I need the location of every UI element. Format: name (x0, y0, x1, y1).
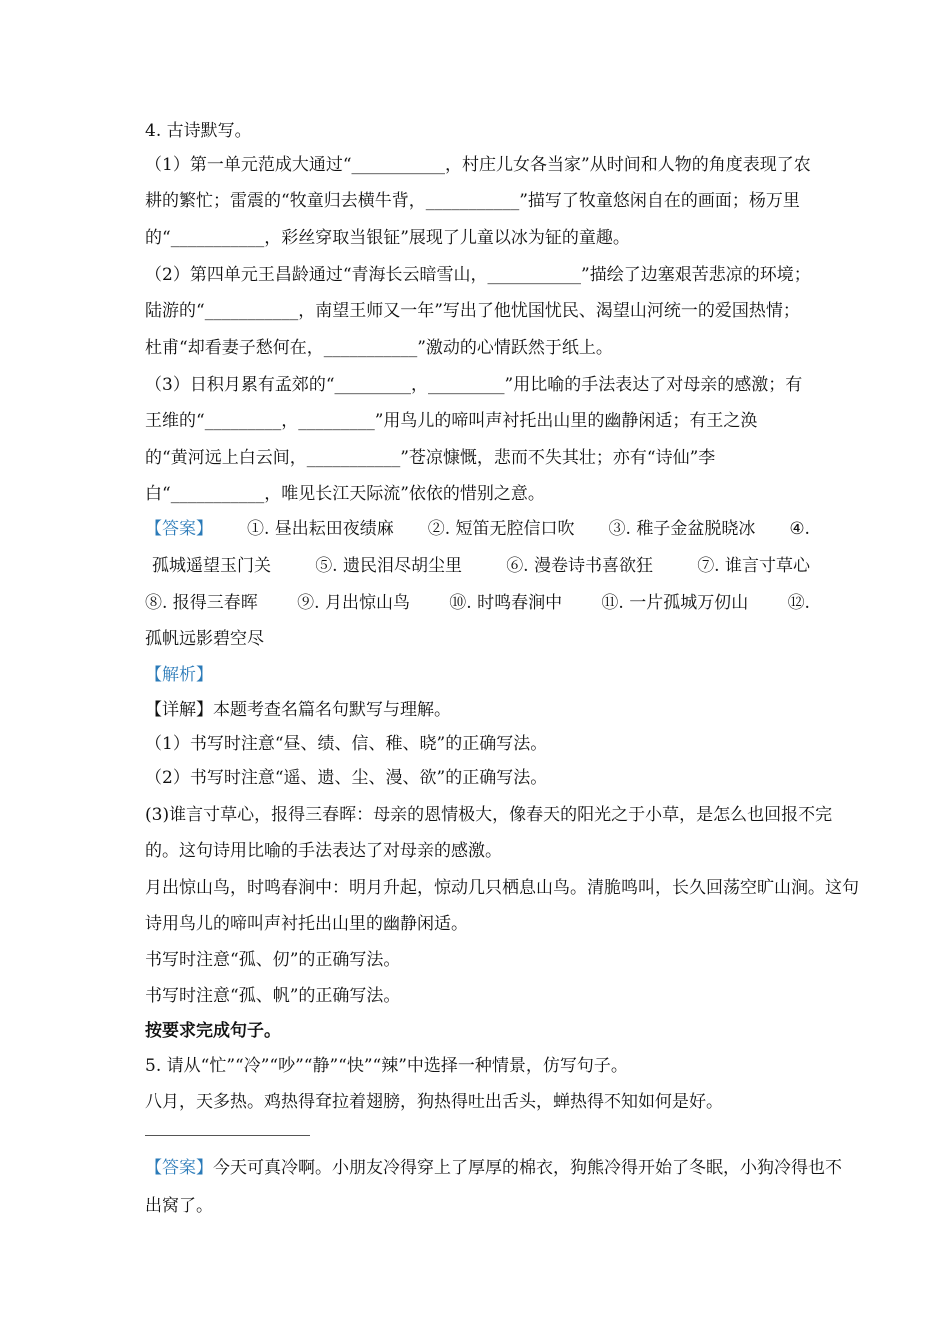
question-4-line: 陆游的“___________，南望王师又一年”写出了他忧国忧民、渴望山河统一的爱国热情； (145, 301, 800, 321)
detail-line: （1）书写时注意“昼、绩、信、稚、晓”的正确写法。 (145, 734, 548, 754)
question-5-answer-line: 出窝了。 (145, 1196, 213, 1216)
answer-item: 孤帆远影碧空尽 (145, 629, 264, 649)
q5-answer-line-inner (145, 1155, 842, 1181)
detail-line: 月出惊山鸟，时鸣春涧中：明月升起，惊动几只栖息山鸟。清脆鸣叫，长久回荡空旷山涧。这句 (145, 878, 859, 898)
detail-line: 书写时注意“孤、帆”的正确写法。 (145, 986, 401, 1006)
detail-line: 的。这句诗用比喻的手法表达了对母亲的感激。 (145, 841, 502, 861)
question-4-line: （1）第一单元范成大通过“___________，村庄儿女各当家”从时间和人物的角度表现了农 (145, 155, 811, 175)
answer-divider (145, 1135, 310, 1136)
question-4-line: 杜甫“却看妻子愁何在，___________”激动的心情跃然于纸上。 (145, 338, 613, 358)
answer-row (152, 553, 810, 579)
q5-answer-text: 今天可真冷啊。小朋友冷得穿上了厚厚的棉衣，狗熊冷得开始了冬眠，小狗冷得也不 (213, 1158, 842, 1178)
question-4-line: 的“___________，彩丝穿取当银钲”展现了儿童以冰为钲的童趣。 (145, 228, 630, 248)
q5-answer-tag: 【答案】 (145, 1158, 213, 1178)
detail-text: 本题考查名篇名句默写与理解。 (213, 700, 451, 720)
answer-item: ⑫. (787, 593, 810, 613)
question-4-line: 耕的繁忙；雷震的“牧童归去横牛背，___________”描写了牧童悠闲自在的画面；杨万里 (145, 191, 800, 211)
answer-item: ⑥. 漫卷诗书喜欲狂 (506, 556, 653, 576)
answer-item: ⑨. 月出惊山鸟 (297, 593, 410, 613)
question-4-line: 的“黄河远上白云间，___________”苍凉慷慨，悲而不失其壮；亦有“诗仙”李 (145, 448, 716, 468)
question-4-line: 王维的“_________，_________”用鸟儿的啼叫声衬托出山里的幽静闲适；有王之涣 (145, 411, 758, 431)
question-5-title: 5. 请从“忙”“冷”“吵”“静”“快”“辣”中选择一种情景，仿写句子。 (145, 1056, 628, 1076)
answer-tag: 【答案】 (145, 519, 213, 539)
answer-item: ⑧. 报得三春晖 (145, 593, 258, 613)
answer-item: ①. 昼出耘田夜绩麻 (246, 519, 394, 539)
answer-item: ⑪. 一片孤城万仞山 (601, 593, 749, 613)
answer-item: ⑤. 遗民泪尽胡尘里 (315, 556, 462, 576)
answer-item: ⑦. 谁言寸草心 (697, 556, 810, 576)
answer-row (145, 590, 810, 616)
question-4-line: （3）日积月累有孟郊的“_________，_________”用比喻的手法表达了对母亲的感激；有 (145, 375, 803, 395)
question-5-example: 八月，天多热。鸡热得耷拉着翅膀，狗热得吐出舌头，蝉热得不知如何是好。 (145, 1092, 723, 1112)
section-heading: 按要求完成句子。 (145, 1021, 281, 1041)
answer-item: ②. 短笛无腔信口吹 (427, 519, 575, 539)
detail-line: 书写时注意“孤、仞”的正确写法。 (145, 950, 401, 970)
detail-tag: 【详解】 (145, 700, 213, 720)
question-4-line: 白“___________，唯见长江天际流”依依的惜别之意。 (145, 484, 545, 504)
answer-item: ④. (789, 519, 810, 539)
answer-item: ⑩. 时鸣春涧中 (449, 593, 563, 613)
answer-item: 孤城遥望玉门关 (152, 556, 271, 576)
detail-line (145, 697, 451, 723)
detail-line: （2）书写时注意“遥、遗、尘、漫、欲”的正确写法。 (145, 768, 548, 788)
question-5-answer-line (145, 1155, 842, 1181)
analysis-tag: 【解析】 (145, 665, 213, 685)
question-4-line: （2）第四单元王昌龄通过“青海长云暗雪山，___________”描绘了边塞艰苦悲凉的环境； (145, 265, 811, 285)
detail-line: 诗用鸟儿的啼叫声衬托出山里的幽静闲适。 (145, 914, 468, 934)
question-4-title: 4. 古诗默写。 (145, 121, 252, 141)
answer-item: ③. 稚子金盆脱晓冰 (608, 519, 756, 539)
answer-row (145, 516, 810, 542)
detail-line: (3)谁言寸草心，报得三春晖：母亲的恩情极大，像春天的阳光之于小草，是怎么也回报不完 (145, 805, 833, 825)
